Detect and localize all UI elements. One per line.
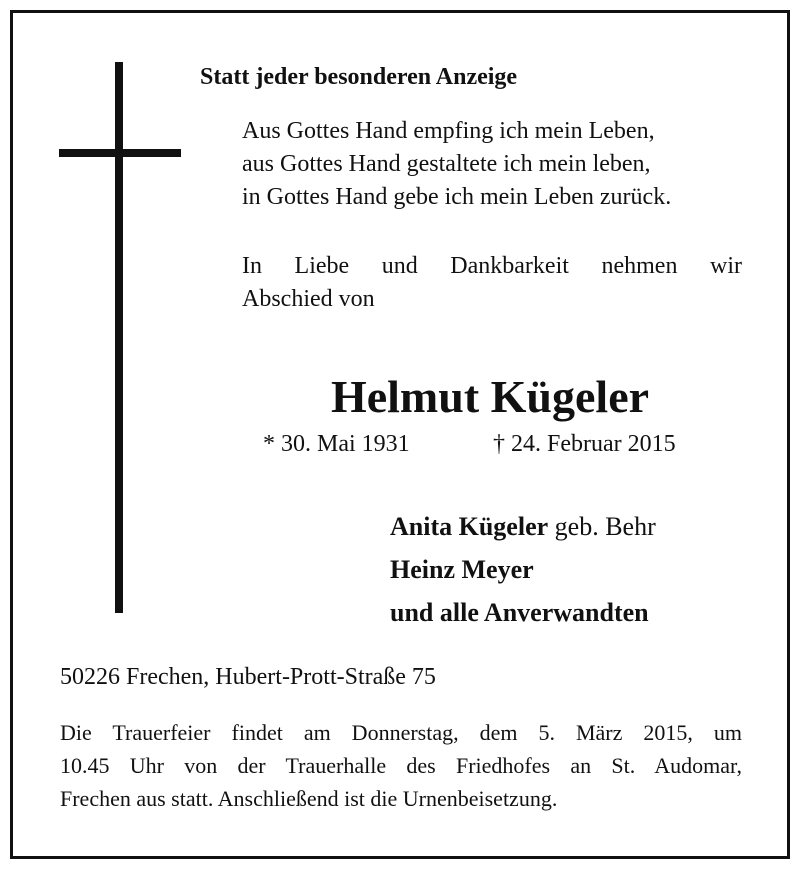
quote-line: in Gottes Hand gebe ich mein Leben zurück. [242,184,672,210]
mourners-list [390,505,656,634]
mourner-line [390,505,656,548]
notice-line: Frechen aus statt. Anschließend ist die Urnenbeisetzung. [60,786,558,811]
headline: Statt jeder besonderen Anzeige [200,64,518,90]
mourner-line [390,591,656,634]
mourner-suffix: geb. Behr [548,512,656,541]
mourner-line [390,548,656,591]
notice-line: 10.45 Uhr von der Trauerhalle des Friedhofes an St. Audomar, [60,753,742,778]
mourner-name: und alle Anverwandten [390,598,649,627]
quote-line: Aus Gottes Hand empfing ich mein Leben, [242,118,655,144]
address: 50226 Frechen, Hubert-Prott-Straße 75 [60,664,436,690]
deceased-name: Helmut Kügeler [330,371,650,422]
mourner-name: Heinz Meyer [390,555,534,584]
mourner-name: Anita Kügeler [390,512,549,541]
cross-icon [115,62,123,613]
death-date: † 24. Februar 2015 [493,431,676,457]
cross-icon-bar [59,149,181,157]
farewell-line: In Liebe und Dankbarkeit nehmen wir [242,253,742,279]
farewell-text [242,250,742,316]
funeral-notice [60,716,742,815]
notice-line: Die Trauerfeier findet am Donnerstag, dem 5. März 2015, um [60,720,742,745]
quote-line: aus Gottes Hand gestaltete ich mein leben, [242,151,651,177]
farewell-line: Abschied von [242,286,375,312]
birth-date: * 30. Mai 1931 [263,431,410,457]
bible-quote [242,115,671,214]
